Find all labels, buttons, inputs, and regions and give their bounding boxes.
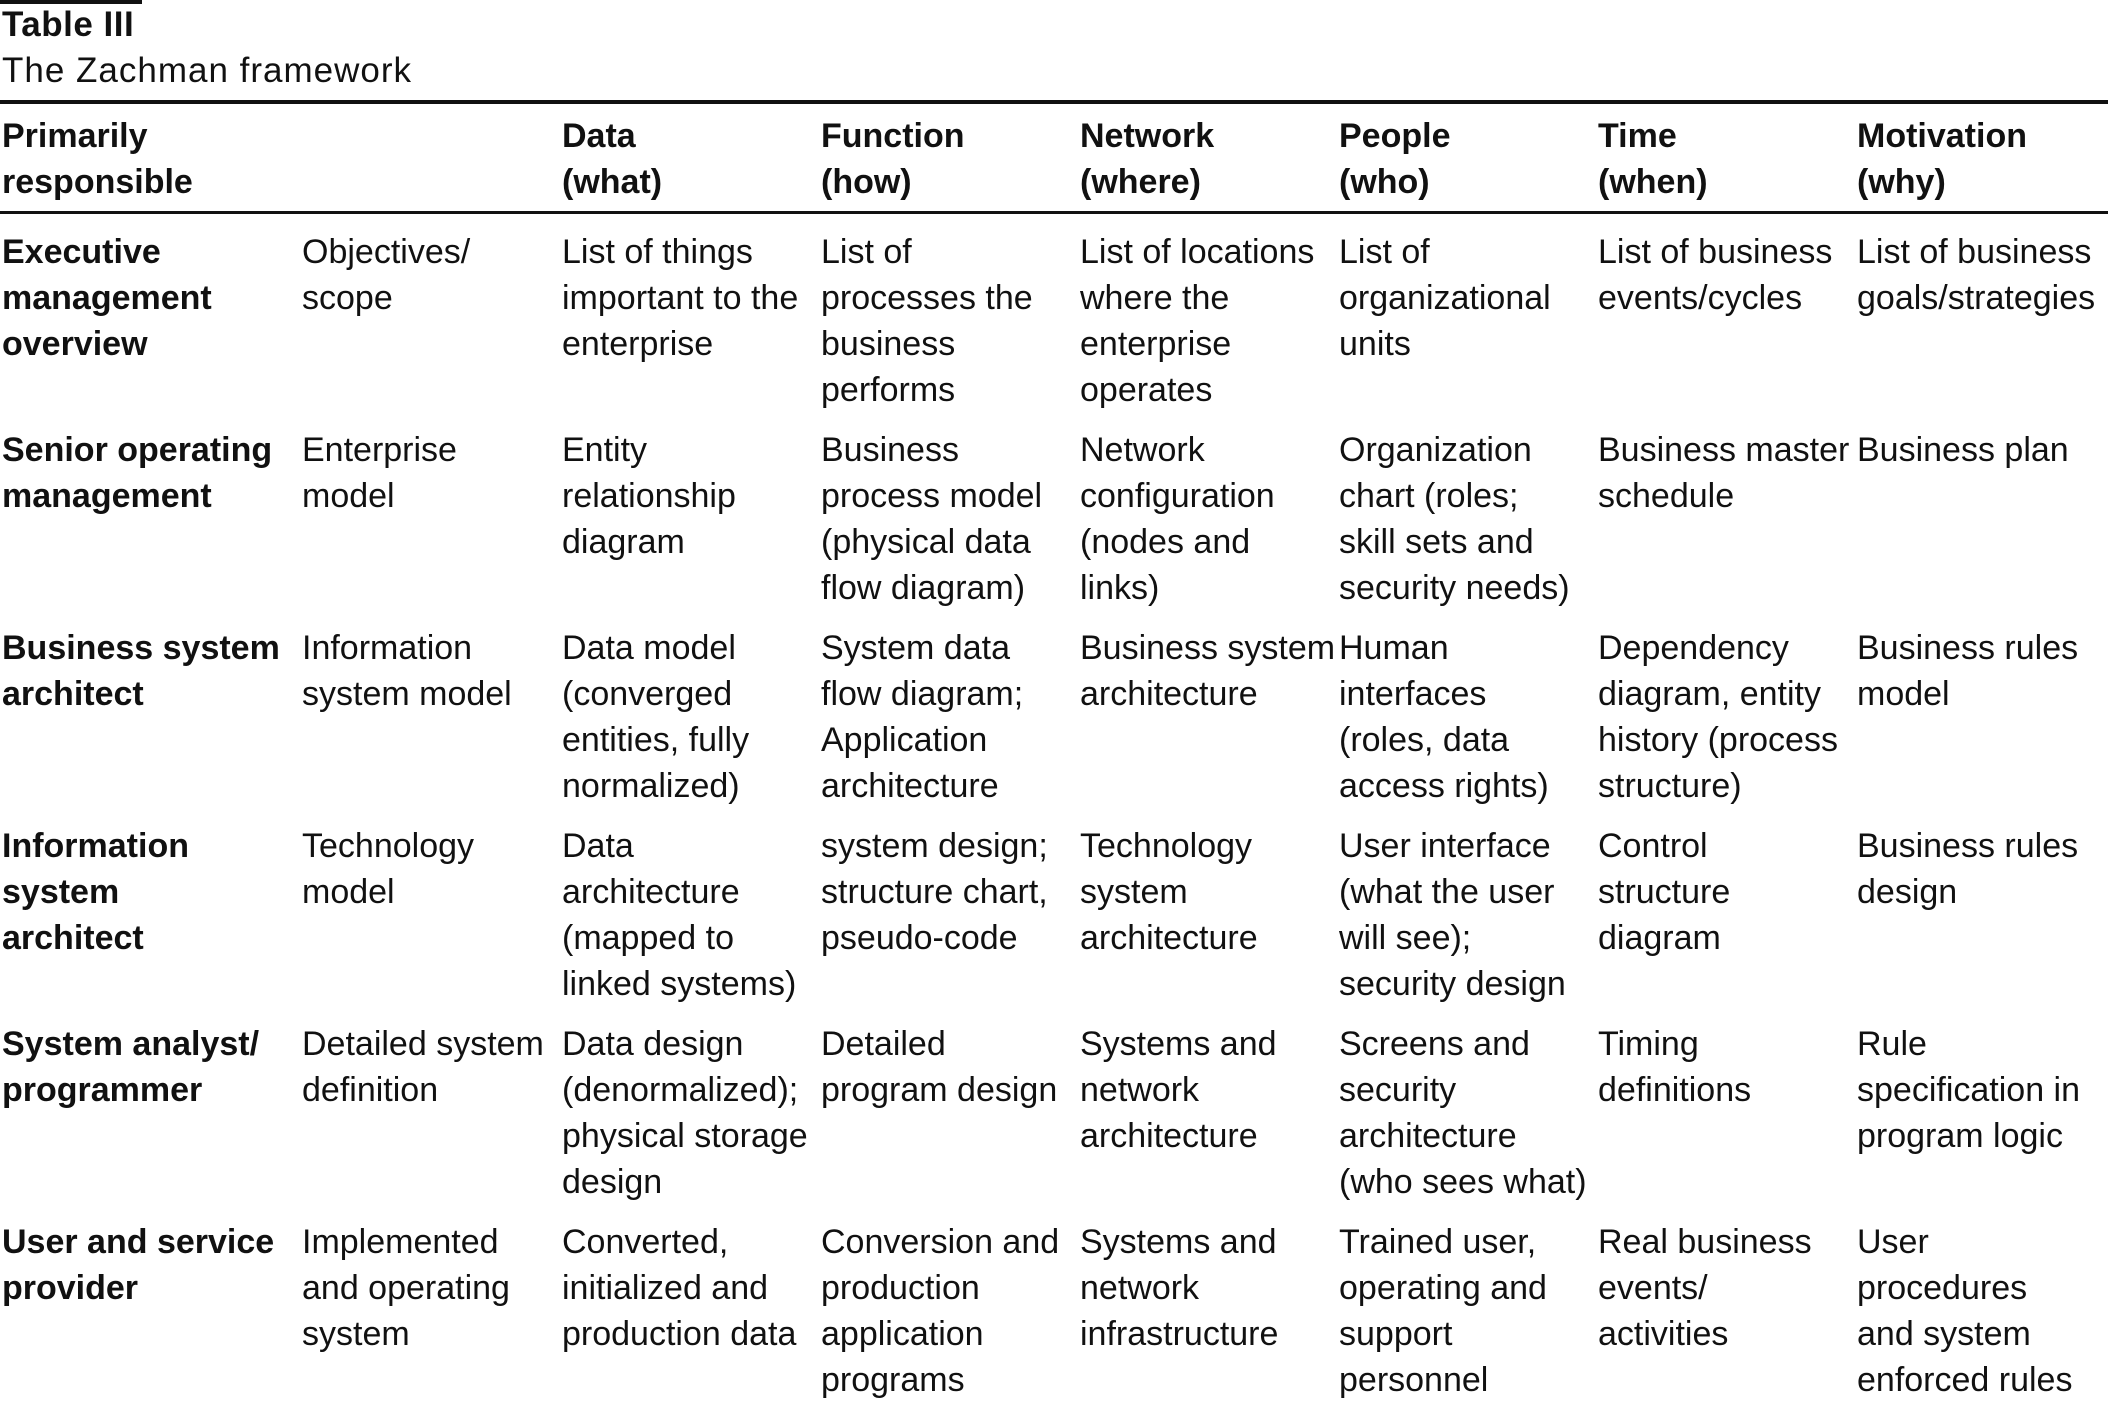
cell-line: definitions bbox=[1598, 1071, 1752, 1109]
cell-user-service-provider-people bbox=[1337, 1207, 1596, 1405]
cell-executive-network bbox=[1078, 217, 1337, 415]
row-responsible-user-service-provider bbox=[0, 1207, 300, 1405]
cell-line: model bbox=[1857, 675, 1950, 713]
cell-line: Organization bbox=[1339, 431, 1532, 469]
row-perspective-executive bbox=[300, 217, 560, 415]
cell-line: physical storage bbox=[562, 1117, 808, 1155]
cell-executive-motivation bbox=[1855, 217, 2108, 415]
cell-line: Systems and bbox=[1080, 1025, 1277, 1063]
cell-line: enforced rules bbox=[1857, 1361, 2073, 1399]
cell-line: design bbox=[1857, 873, 1958, 911]
cell-line: programmer bbox=[2, 1071, 203, 1109]
cell-line: security bbox=[1339, 1071, 1457, 1109]
column-question: (why) bbox=[1857, 163, 1946, 201]
table-row bbox=[0, 811, 2108, 1009]
cell-user-service-provider-network bbox=[1078, 1207, 1337, 1405]
cell-line: Business master bbox=[1598, 431, 1850, 469]
cell-information-system-architect-data bbox=[560, 811, 819, 1009]
cell-line: architect bbox=[2, 675, 144, 713]
cell-line: List of business bbox=[1857, 233, 2092, 271]
header-motivation bbox=[1855, 113, 2108, 217]
header-time bbox=[1596, 113, 1855, 217]
cell-line: network bbox=[1080, 1269, 1200, 1307]
cell-line: Detailed bbox=[821, 1025, 946, 1063]
cell-line: List of things bbox=[562, 233, 753, 271]
cell-line: management bbox=[2, 279, 212, 317]
header-network bbox=[1078, 113, 1337, 217]
column-name: Network bbox=[1080, 117, 1215, 155]
cell-line: System analyst/ bbox=[2, 1025, 260, 1063]
table-top-rule bbox=[0, 100, 2108, 104]
cell-line: enterprise bbox=[562, 325, 714, 363]
cell-line: program logic bbox=[1857, 1117, 2063, 1155]
cell-line: model bbox=[302, 477, 395, 515]
cell-line: Business rules bbox=[1857, 827, 2079, 865]
cell-line: architecture bbox=[562, 873, 740, 911]
cell-executive-function bbox=[819, 217, 1078, 415]
cell-line: chart (roles; bbox=[1339, 477, 1519, 515]
table-header-row bbox=[0, 113, 2108, 217]
cell-line: security needs) bbox=[1339, 569, 1570, 607]
header-people bbox=[1337, 113, 1596, 217]
column-question: (who) bbox=[1339, 163, 1430, 201]
cell-line: model bbox=[302, 873, 395, 911]
cell-line: operates bbox=[1080, 371, 1213, 409]
cell-line: Enterprise bbox=[302, 431, 457, 469]
row-responsible-executive bbox=[0, 217, 300, 415]
cell-line: Control bbox=[1598, 827, 1708, 865]
cell-line: relationship bbox=[562, 477, 736, 515]
cell-line: Network bbox=[1080, 431, 1205, 469]
cell-line: personnel bbox=[1339, 1361, 1489, 1399]
cell-line: (denormalized); bbox=[562, 1071, 799, 1109]
cell-line: processes the bbox=[821, 279, 1033, 317]
cell-line: Dependency bbox=[1598, 629, 1789, 667]
table-row bbox=[0, 217, 2108, 415]
cell-line: architect bbox=[2, 919, 144, 957]
cell-information-system-architect-network bbox=[1078, 811, 1337, 1009]
cell-senior-operating-time bbox=[1596, 415, 1855, 613]
cell-line: definition bbox=[302, 1071, 439, 1109]
cell-line: business bbox=[821, 325, 956, 363]
cell-line: provider bbox=[2, 1269, 139, 1307]
table-row bbox=[0, 613, 2108, 811]
cell-line: User interface bbox=[1339, 827, 1551, 865]
table-label: Table III bbox=[2, 5, 135, 44]
row-perspective-business-system-architect bbox=[300, 613, 560, 811]
cell-executive-people bbox=[1337, 217, 1596, 415]
cell-line: User and service bbox=[2, 1223, 275, 1261]
cell-line: program design bbox=[821, 1071, 1058, 1109]
cell-line: (physical data bbox=[821, 523, 1031, 561]
cell-line: User procedures bbox=[1857, 1223, 2028, 1307]
cell-line: history (process bbox=[1598, 721, 1838, 759]
cell-line: production data bbox=[562, 1315, 797, 1353]
cell-line: units bbox=[1339, 325, 1411, 363]
cell-line: System data bbox=[821, 629, 1010, 667]
cell-line: Screens and bbox=[1339, 1025, 1530, 1063]
cell-line: Implemented bbox=[302, 1223, 499, 1261]
cell-executive-time bbox=[1596, 217, 1855, 415]
cell-line: flow diagram) bbox=[821, 569, 1026, 607]
cell-line: (roles, data bbox=[1339, 721, 1510, 759]
cell-line: entities, fully bbox=[562, 721, 750, 759]
cell-line: interfaces bbox=[1339, 675, 1487, 713]
cell-line: scope bbox=[302, 279, 393, 317]
cell-line: process model bbox=[821, 477, 1043, 515]
cell-line: diagram bbox=[1598, 919, 1721, 957]
cell-line: diagram bbox=[562, 523, 685, 561]
cell-line: support bbox=[1339, 1315, 1453, 1353]
cell-line: performs bbox=[821, 371, 956, 409]
cell-system-analyst-network bbox=[1078, 1009, 1337, 1207]
cell-line: Technology bbox=[1080, 827, 1253, 865]
row-perspective-senior-operating bbox=[300, 415, 560, 613]
cell-line: Trained user, bbox=[1339, 1223, 1537, 1261]
cell-line: programs bbox=[821, 1361, 965, 1399]
cell-line: (converged bbox=[562, 675, 733, 713]
cell-business-system-architect-data bbox=[560, 613, 819, 811]
cell-line: Technology bbox=[302, 827, 475, 865]
cell-line: management bbox=[2, 477, 212, 515]
column-name: People bbox=[1339, 117, 1451, 155]
cell-line: structure chart, bbox=[821, 873, 1048, 911]
cell-business-system-architect-network bbox=[1078, 613, 1337, 811]
cell-line: links) bbox=[1080, 569, 1160, 607]
cell-information-system-architect-motivation bbox=[1855, 811, 2108, 1009]
cell-line: system model bbox=[302, 675, 512, 713]
table-row bbox=[0, 1009, 2108, 1207]
cell-senior-operating-motivation bbox=[1855, 415, 2108, 613]
cell-line: List of business bbox=[1598, 233, 1833, 271]
header-primarily-label: Primarily bbox=[2, 117, 148, 155]
row-perspective-system-analyst bbox=[300, 1009, 560, 1207]
cell-line: architecture bbox=[1339, 1117, 1517, 1155]
cell-senior-operating-people bbox=[1337, 415, 1596, 613]
cell-line: production bbox=[821, 1269, 980, 1307]
cell-line: initialized and bbox=[562, 1269, 769, 1307]
cell-line: events/cycles bbox=[1598, 279, 1803, 317]
cell-line: Objectives/ bbox=[302, 233, 471, 271]
column-name: Data bbox=[562, 117, 636, 155]
cell-line: Business system bbox=[1080, 629, 1336, 667]
cell-information-system-architect-time bbox=[1596, 811, 1855, 1009]
cell-line: diagram, entity bbox=[1598, 675, 1821, 713]
cell-system-analyst-time bbox=[1596, 1009, 1855, 1207]
cell-line: infrastructure bbox=[1080, 1315, 1279, 1353]
cell-line: organizational bbox=[1339, 279, 1551, 317]
column-name: Function bbox=[821, 117, 965, 155]
cell-senior-operating-function bbox=[819, 415, 1078, 613]
cell-line: architecture bbox=[1080, 919, 1258, 957]
row-responsible-business-system-architect bbox=[0, 613, 300, 811]
cell-user-service-provider-data bbox=[560, 1207, 819, 1405]
cell-line: design bbox=[562, 1163, 663, 1201]
cell-line: (nodes and bbox=[1080, 523, 1251, 561]
cell-line: will see); bbox=[1339, 919, 1472, 957]
table-body bbox=[0, 217, 2108, 1405]
cell-business-system-architect-motivation bbox=[1855, 613, 2108, 811]
cell-line: specification in bbox=[1857, 1071, 2081, 1109]
cell-line: activities bbox=[1598, 1315, 1729, 1353]
cell-senior-operating-network bbox=[1078, 415, 1337, 613]
header-data bbox=[560, 113, 819, 217]
cell-business-system-architect-function bbox=[819, 613, 1078, 811]
column-question: (what) bbox=[562, 163, 663, 201]
cell-line: overview bbox=[2, 325, 148, 363]
cell-line: Information bbox=[302, 629, 473, 667]
zachman-table bbox=[0, 113, 2108, 1405]
cell-line: Data bbox=[562, 827, 634, 865]
cell-line: Data design bbox=[562, 1025, 744, 1063]
cell-line: linked systems) bbox=[562, 965, 797, 1003]
cell-line: goals/strategies bbox=[1857, 279, 2096, 317]
cell-line: system bbox=[1080, 873, 1188, 911]
cell-line: (mapped to bbox=[562, 919, 734, 957]
cell-line: Timing bbox=[1598, 1025, 1699, 1063]
cell-line: Detailed system bbox=[302, 1025, 544, 1063]
cell-line: structure bbox=[1598, 873, 1731, 911]
cell-information-system-architect-function bbox=[819, 811, 1078, 1009]
cell-line: operating and bbox=[1339, 1269, 1547, 1307]
cell-system-analyst-people bbox=[1337, 1009, 1596, 1207]
cell-line: and operating bbox=[302, 1269, 510, 1307]
row-responsible-senior-operating bbox=[0, 415, 300, 613]
cell-line: Senior operating bbox=[2, 431, 273, 469]
cell-line: pseudo-code bbox=[821, 919, 1018, 957]
cell-system-analyst-function bbox=[819, 1009, 1078, 1207]
cell-line: Business bbox=[821, 431, 959, 469]
cell-line: important to the bbox=[562, 279, 799, 317]
cell-line: Business plan bbox=[1857, 431, 2069, 469]
row-perspective-information-system-architect bbox=[300, 811, 560, 1009]
cell-business-system-architect-people bbox=[1337, 613, 1596, 811]
cell-line: Entity bbox=[562, 431, 648, 469]
cell-user-service-provider-function bbox=[819, 1207, 1078, 1405]
header-perspective bbox=[300, 113, 560, 217]
cell-line: system design; bbox=[821, 827, 1048, 865]
cell-line: architecture bbox=[1080, 675, 1258, 713]
column-question: (how) bbox=[821, 163, 912, 201]
cell-line: List of bbox=[821, 233, 912, 271]
cell-user-service-provider-motivation bbox=[1855, 1207, 2108, 1405]
cell-line: (who sees what) bbox=[1339, 1163, 1587, 1201]
cell-line: structure) bbox=[1598, 767, 1742, 805]
cell-system-analyst-motivation bbox=[1855, 1009, 2108, 1207]
cell-senior-operating-data bbox=[560, 415, 819, 613]
cell-system-analyst-data bbox=[560, 1009, 819, 1207]
column-question: (when) bbox=[1598, 163, 1708, 201]
cell-line: Information system bbox=[2, 827, 189, 911]
cell-line: Conversion and bbox=[821, 1223, 1060, 1261]
cell-executive-data bbox=[560, 217, 819, 415]
cell-line: normalized) bbox=[562, 767, 740, 805]
cell-line: application bbox=[821, 1315, 984, 1353]
row-responsible-information-system-architect bbox=[0, 811, 300, 1009]
table-caption: The Zachman framework bbox=[2, 51, 413, 90]
cell-line: Application bbox=[821, 721, 988, 759]
cell-line: Executive bbox=[2, 233, 161, 271]
cell-line: (what the user bbox=[1339, 873, 1555, 911]
cell-line: flow diagram; bbox=[821, 675, 1024, 713]
cell-line: configuration bbox=[1080, 477, 1275, 515]
cell-line: enterprise bbox=[1080, 325, 1232, 363]
header-function bbox=[819, 113, 1078, 217]
column-question: (where) bbox=[1080, 163, 1201, 201]
cell-line: skill sets and bbox=[1339, 523, 1534, 561]
cell-line: access rights) bbox=[1339, 767, 1549, 805]
cell-line: architecture bbox=[821, 767, 999, 805]
cell-line: Human bbox=[1339, 629, 1449, 667]
cell-user-service-provider-time bbox=[1596, 1207, 1855, 1405]
column-name: Time bbox=[1598, 117, 1677, 155]
cell-line: security design bbox=[1339, 965, 1566, 1003]
cell-line: system bbox=[302, 1315, 410, 1353]
cell-business-system-architect-time bbox=[1596, 613, 1855, 811]
table-row bbox=[0, 415, 2108, 613]
cell-line: Real business bbox=[1598, 1223, 1812, 1261]
cell-line: Systems and bbox=[1080, 1223, 1277, 1261]
cell-line: Rule bbox=[1857, 1025, 1927, 1063]
row-perspective-user-service-provider bbox=[300, 1207, 560, 1405]
cell-line: Business system bbox=[2, 629, 280, 667]
header-primarily-responsible bbox=[0, 113, 300, 217]
cell-line: where the bbox=[1080, 279, 1230, 317]
cell-line: List of locations bbox=[1080, 233, 1315, 271]
cell-line: and system bbox=[1857, 1315, 2031, 1353]
cell-line: architecture bbox=[1080, 1117, 1258, 1155]
table-row bbox=[0, 1207, 2108, 1405]
header-responsible-label: responsible bbox=[2, 163, 193, 201]
cell-line: schedule bbox=[1598, 477, 1735, 515]
column-name: Motivation bbox=[1857, 117, 2027, 155]
cell-line: Converted, bbox=[562, 1223, 729, 1261]
cell-information-system-architect-people bbox=[1337, 811, 1596, 1009]
cell-line: Business rules bbox=[1857, 629, 2079, 667]
cell-line: List of bbox=[1339, 233, 1430, 271]
row-responsible-system-analyst bbox=[0, 1009, 300, 1207]
cell-line: events/ bbox=[1598, 1269, 1708, 1307]
cell-line: network bbox=[1080, 1071, 1200, 1109]
cell-line: Data model bbox=[562, 629, 736, 667]
